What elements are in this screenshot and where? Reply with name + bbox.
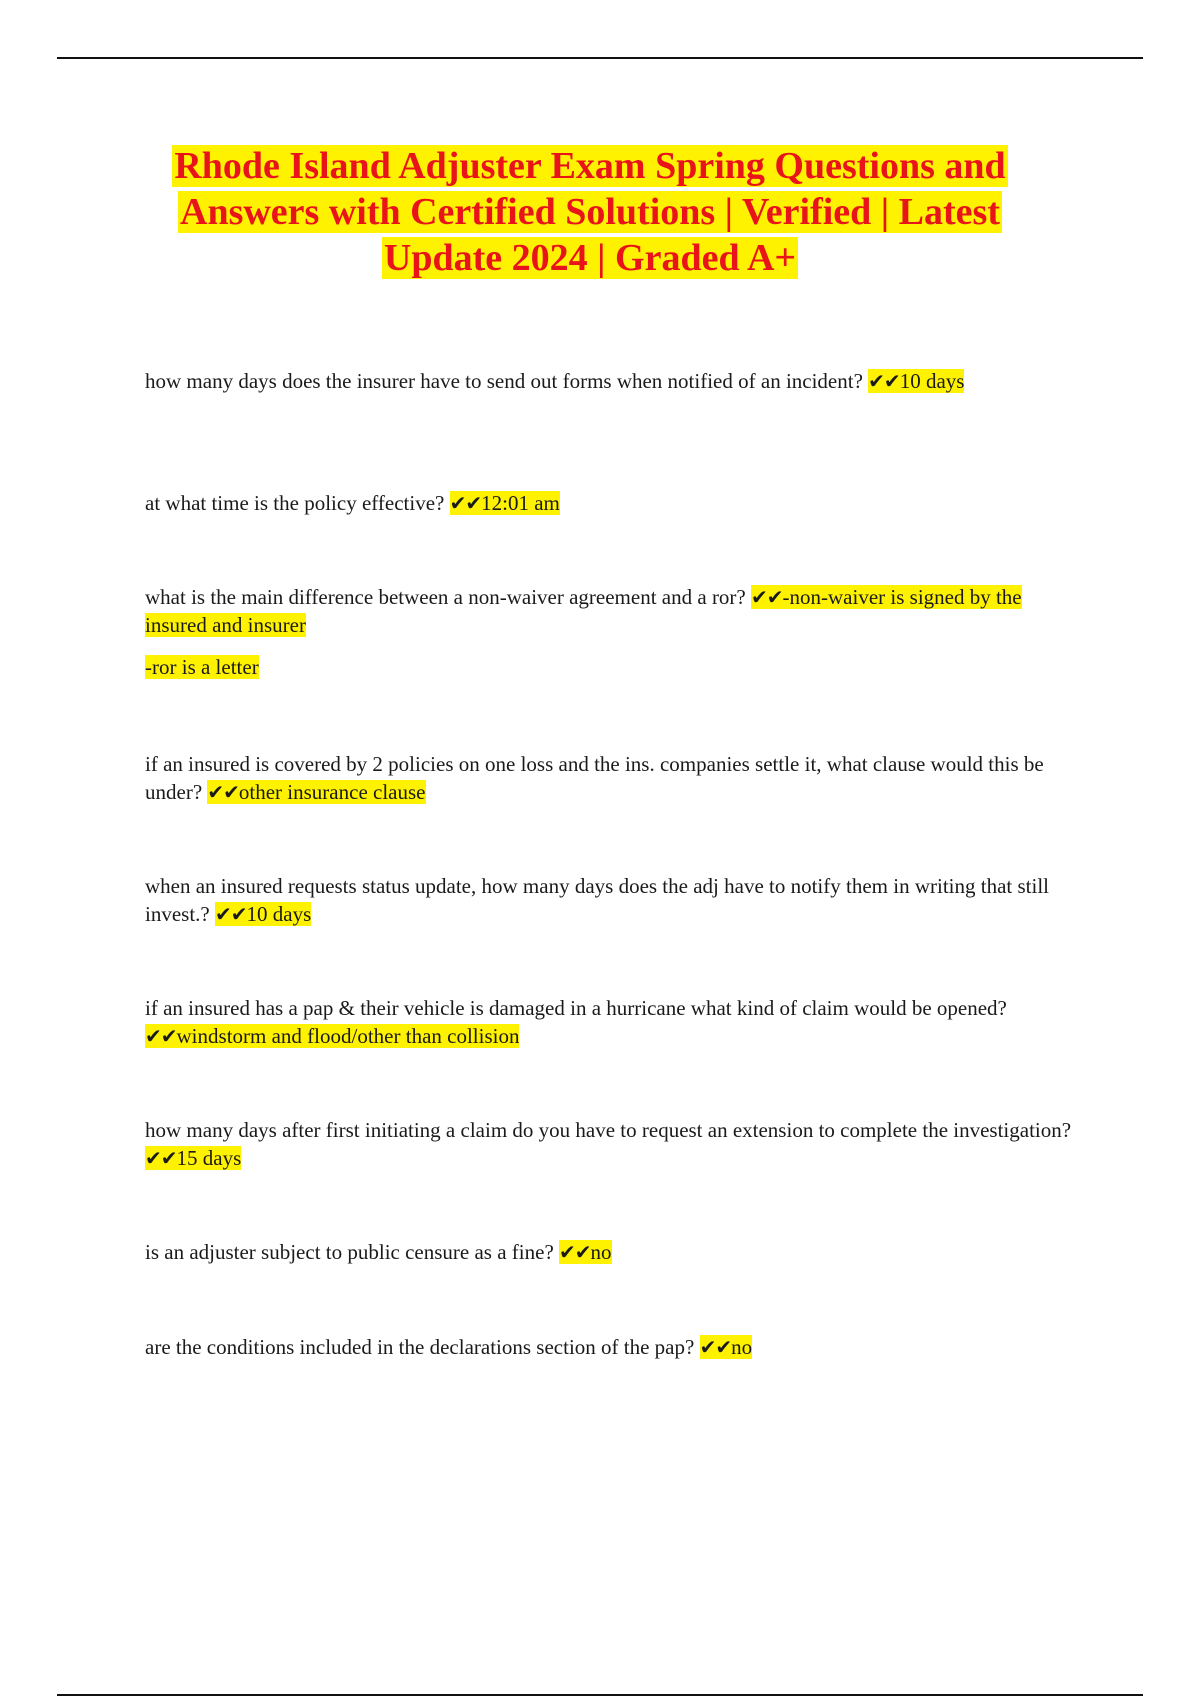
qa-item-2 <box>145 489 1075 517</box>
answer-text: no <box>590 1240 612 1264</box>
check-mark-icon: ✔✔ <box>699 1335 732 1359</box>
answer-text: no <box>731 1335 753 1359</box>
question-text: if an insured is covered by 2 policies on one loss and the ins. companies settle it, what clause would this be under? <box>145 752 1044 804</box>
check-mark-icon: ✔✔ <box>145 1024 177 1048</box>
qa-item-3 <box>145 583 1075 681</box>
answer-text: other insurance clause <box>238 780 426 804</box>
answer-text: windstorm and flood/other than collision <box>176 1024 520 1048</box>
check-mark-icon: ✔✔ <box>214 902 247 926</box>
answer-text: 15 days <box>176 1146 242 1170</box>
check-mark-icon: ✔✔ <box>145 1146 177 1170</box>
top-rule <box>57 57 1143 59</box>
answer-text: 12:01 am <box>481 491 560 515</box>
question-text: when an insured requests status update, how many days does the adj have to notify them in writing that still invest.? <box>145 874 1049 926</box>
question-text: how many days after first initiating a claim do you have to request an extension to complete the investigation? <box>145 1118 1072 1142</box>
qa-item-7 <box>145 1116 1075 1172</box>
check-mark-icon: ✔✔ <box>751 585 783 609</box>
qa-item-1 <box>145 367 1075 395</box>
check-mark-icon: ✔✔ <box>868 369 900 393</box>
question-text: how many days does the insurer have to send out forms when notified of an incident? <box>145 369 863 393</box>
qa-item-5 <box>145 872 1075 928</box>
question-text: if an insured has a pap & their vehicle is damaged in a hurricane what kind of claim would be opened? <box>145 996 1007 1020</box>
question-text: what is the main difference between a non-waiver agreement and a ror? <box>145 585 746 609</box>
answer-text: 10 days <box>246 902 312 926</box>
answer-text: 10 days <box>899 369 965 393</box>
check-mark-icon: ✔✔ <box>207 780 239 804</box>
bottom-rule <box>57 1694 1143 1696</box>
qa-item-6 <box>145 994 1075 1050</box>
answer-text: -non-waiver is signed by the insured and insurer <box>145 585 1022 637</box>
answer-extra-text: -ror is a letter <box>145 655 259 679</box>
document-title <box>140 143 1040 281</box>
qa-item-8 <box>145 1238 1075 1266</box>
check-mark-icon: ✔✔ <box>449 491 482 515</box>
document-title-text: Rhode Island Adjuster Exam Spring Questions and Answers with Certified Solutions | Verified | Latest Update 2024 | Graded A+ <box>174 145 1006 279</box>
qa-item-4 <box>145 750 1075 806</box>
question-text: are the conditions included in the declarations section of the pap? <box>145 1335 695 1359</box>
question-text: is an adjuster subject to public censure as a fine? <box>145 1240 554 1264</box>
check-mark-icon: ✔✔ <box>559 1240 591 1264</box>
qa-item-9 <box>145 1333 1075 1361</box>
question-text: at what time is the policy effective? <box>145 491 445 515</box>
